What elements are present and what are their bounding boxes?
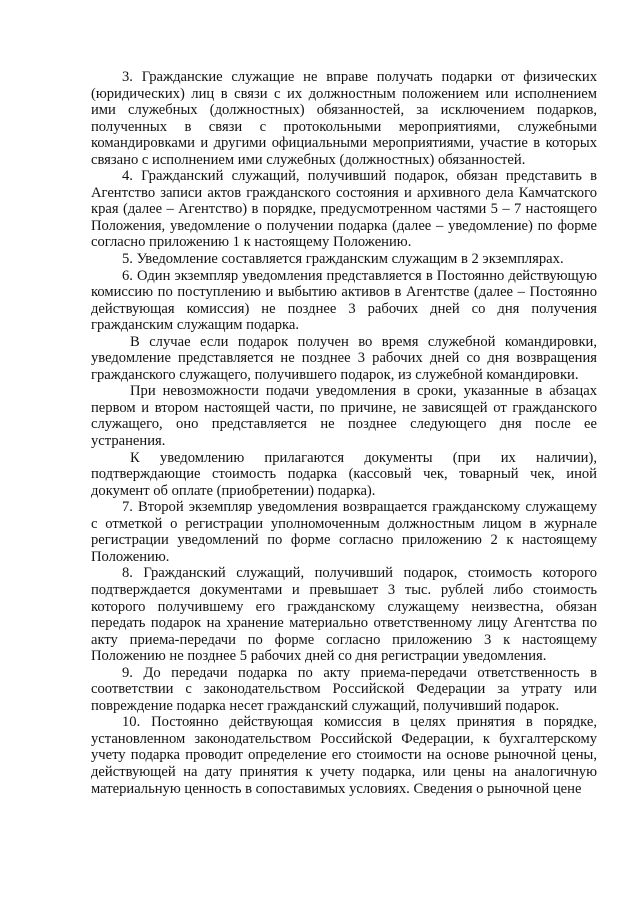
- paragraph-4: 4. Гражданский служащий, получивший подарок, обязан представить в Агентство записи актов гражданского состояния и архивного дела Камчатского края (далее – Агентство) в порядке, предусмотренном частями 5 – 7 настоящего Положения, уведомление о получении подарка (далее – уведомление) по форме согласно приложению 1 к настоящему Положению.: [91, 168, 597, 251]
- paragraph-6-business-trip: В случае если подарок получен во время служебной командировки, уведомление представляется не позднее 3 рабочих дней со дня возвращения гражданского служащего, получившего подарок, из служебной командировки.: [91, 333, 597, 383]
- paragraph-7: 7. Второй экземпляр уведомления возвращается гражданскому служащему с отметкой о регистрации уполномоченным должностным лицом в журнале регистрации уведомлений по форме согласно приложению 2 к настоящему Положению.: [91, 499, 597, 565]
- paragraph-6: 6. Один экземпляр уведомления представляется в Постоянно действующую комиссию по поступлению и выбытию активов в Агентстве (далее – Постоянно действующая комиссия) не позднее 3 рабочих дней со дня получения гражданским служащим подарка.: [91, 267, 597, 334]
- paragraph-8: 8. Гражданский служащий, получивший подарок, стоимость которого подтверждается документами и превышает 3 тыс. рублей либо стоимость которого получившему его гражданскому служащему неизвестна, обязан передать подарок на хранение материально ответственному лицу Агентства по акту приема-передачи по форме согласно приложению 3 к настоящему Положению не позднее 5 рабочих дней со дня регистрации уведомления.: [91, 565, 597, 665]
- paragraph-6-impossibility: При невозможности подачи уведомления в сроки, указанные в абзацах первом и втором настоящей части, по причине, не зависящей от гражданского служащего, оно представляется не позднее следующего дня после ее устранения.: [91, 383, 597, 450]
- document-body: [91, 69, 597, 797]
- paragraph-6-attachments: К уведомлению прилагаются документы (при их наличии), подтверждающие стоимость подарка (кассовый чек, товарный чек, иной документ об оплате (приобретении) подарка).: [91, 449, 597, 499]
- paragraph-3: 3. Гражданские служащие не вправе получать подарки от физических (юридических) лиц в связи с их должностным положением или исполнением ими служебных (должностных) обязанностей, за исключением подарков, полученных в связи с протокольными мероприятиями, служебными командировками и другими официальными мероприятиями, участие в которых связано с исполнением ими служебных (должностных) обязанностей.: [91, 69, 597, 168]
- paragraph-9: 9. До передачи подарка по акту приема-передачи ответственность в соответствии с законодательством Российской Федерации за утрату или повреждение подарка несет гражданский служащий, получивший подарок.: [91, 664, 597, 714]
- paragraph-10: 10. Постоянно действующая комиссия в целях принятия в порядке, установленном законодательством Российской Федерации, к бухгалтерскому учету подарка проводит определение его стоимости на основе рыночной цены, действующей на дату принятия к учету подарка, или цены на аналогичную материальную ценность в сопоставимых условиях. Сведения о рыночной цене: [91, 714, 597, 797]
- paragraph-5: 5. Уведомление составляется гражданским служащим в 2 экземплярах.: [122, 251, 564, 268]
